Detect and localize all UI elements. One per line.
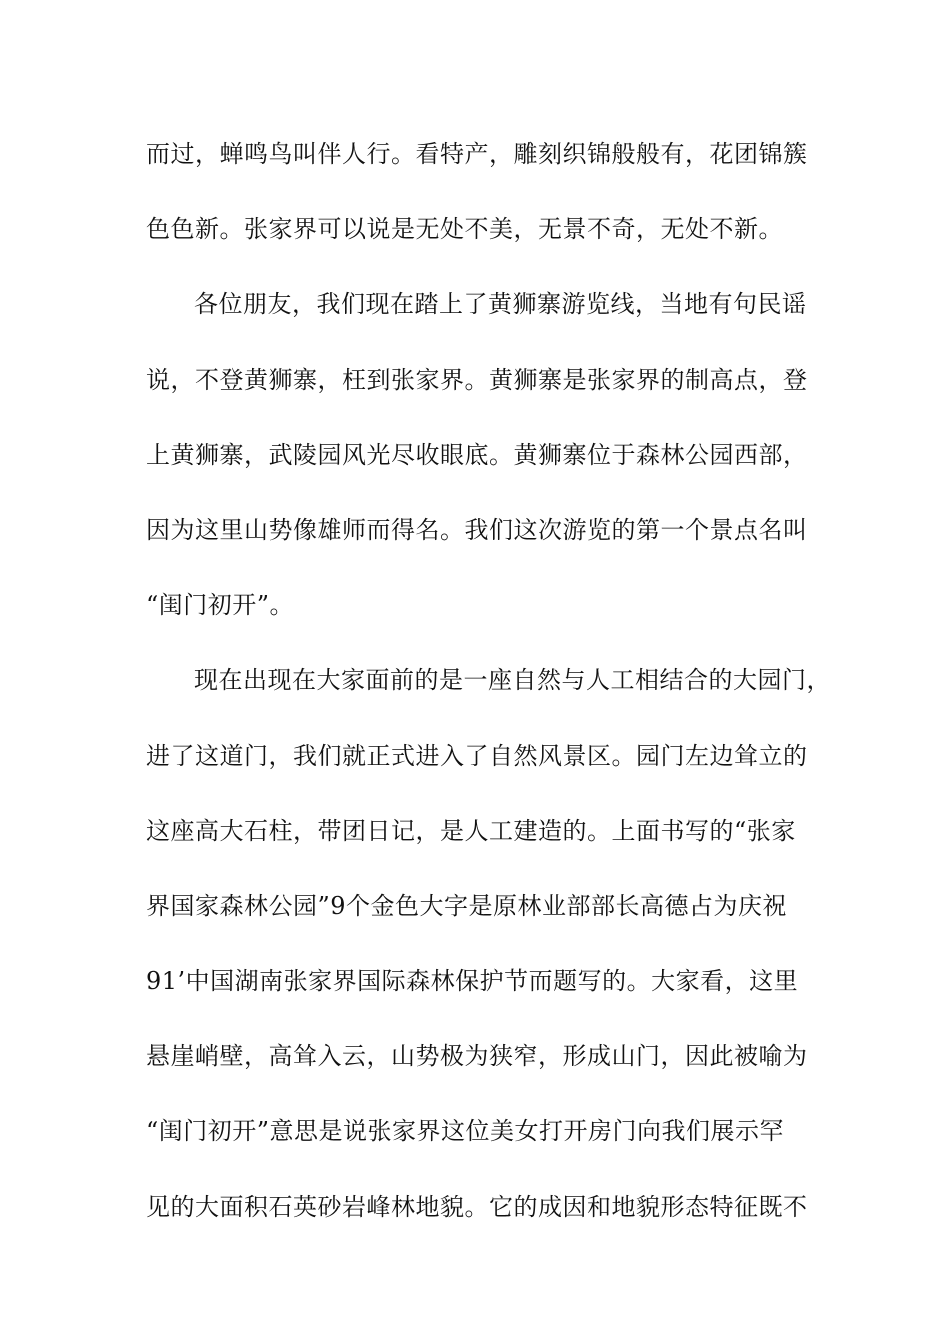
text-line: 这座高大石柱，带团日记，是人工建造的。上面书写的“张家 <box>146 816 796 845</box>
text-line: 见的大面积石英砂岩峰林地貌。它的成因和地貌形态特征既不 <box>146 1192 808 1221</box>
text-line: 各位朋友，我们现在踏上了黄狮寨游览线，当地有句民谣 <box>194 290 807 319</box>
text-line: “闺门初开”。 <box>146 591 295 620</box>
text-line: 91’中国湖南张家界国际森林保护节而题写的。大家看，这里 <box>146 967 799 996</box>
text-line: 现在出现在大家面前的是一座自然与人工相结合的大园门， <box>194 666 831 695</box>
text-line: 说，不登黄狮寨，枉到张家界。黄狮寨是张家界的制高点，登 <box>146 365 808 394</box>
text-line: 界国家森林公园”9个金色大字是原林业部部长高德占为庆祝 <box>146 891 788 920</box>
text-line: 悬崖峭壁，高耸入云，山势极为狭窄，形成山门，因此被喻为 <box>146 1042 808 1071</box>
body-text <box>146 130 831 1258</box>
text-line: 色色新。张家界可以说是无处不美，无景不奇，无处不新。 <box>146 215 783 244</box>
text-line: 因为这里山势像雄师而得名。我们这次游览的第一个景点名叫 <box>146 515 808 544</box>
text-line: 进了这道门，我们就正式进入了自然风景区。园门左边耸立的 <box>146 741 808 770</box>
text-line: “闺门初开”意思是说张家界这位美女打开房门向我们展示罕 <box>146 1117 785 1146</box>
text-line: 而过，蝉鸣鸟叫伴人行。看特产，雕刻织锦般般有，花团锦簇 <box>146 140 808 168</box>
text-line: 上黄狮寨，武陵园风光尽收眼底。黄狮寨位于森林公园西部， <box>146 440 808 469</box>
